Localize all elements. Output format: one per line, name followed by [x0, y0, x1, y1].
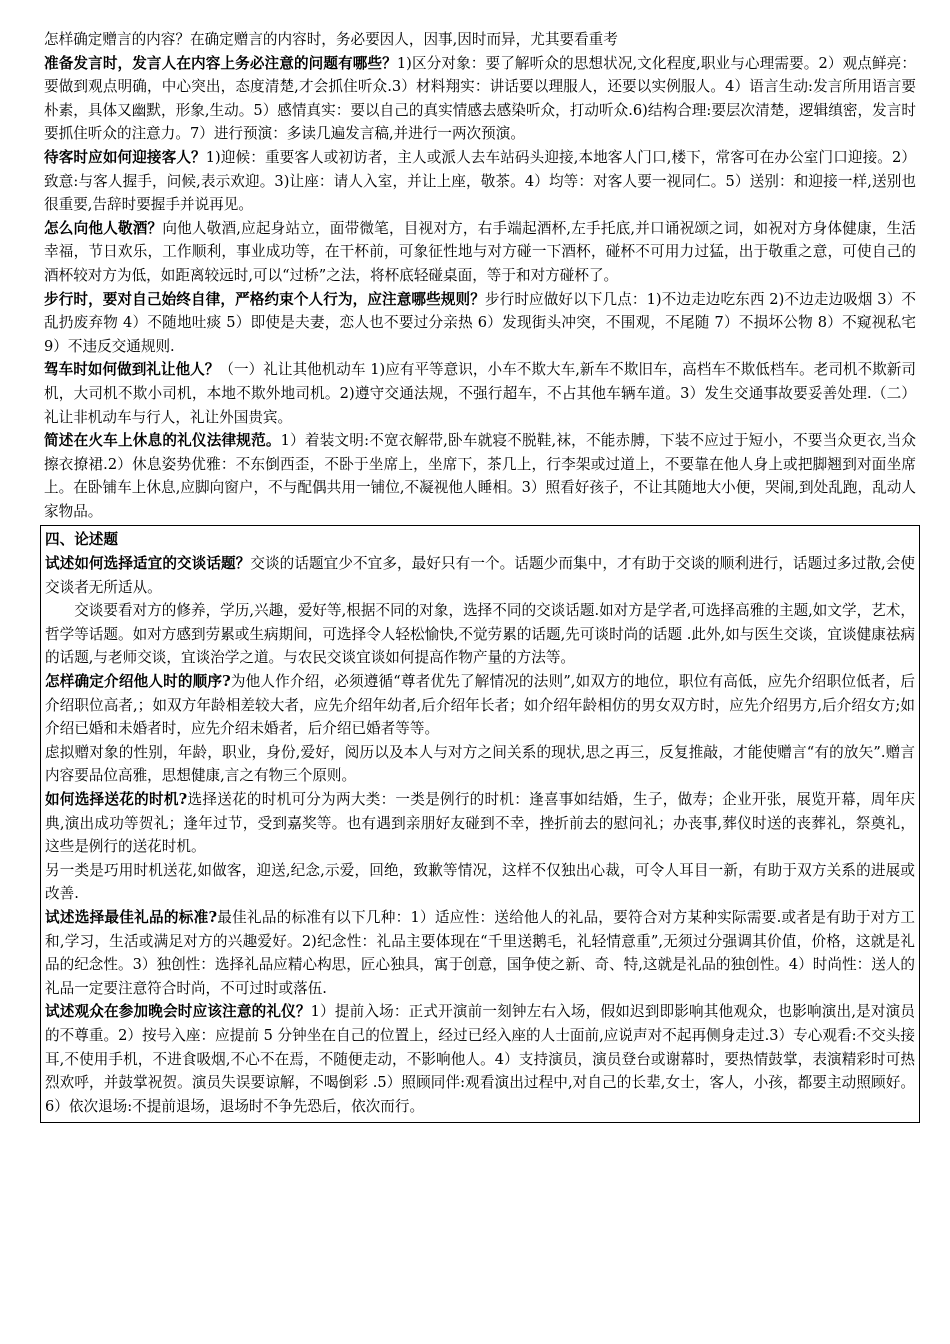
qa-paragraph: [44, 146, 916, 217]
qa-paragraph: [45, 670, 915, 741]
question-text: 准备发言时，发言人在内容上务必注意的问题有哪些？: [44, 54, 397, 72]
qa-paragraph: [44, 217, 916, 288]
section-title: 四、论述题: [45, 531, 118, 549]
essay-paragraphs: [45, 552, 915, 1118]
question-text: 怎样确定介绍他人时的顺序?: [45, 673, 231, 691]
question-text: 试述观众在参加晚会时应该注意的礼仪？: [45, 1003, 311, 1021]
answer-text: 1)区分对象：要了解听众的思想状况,文化程度,职业与心理需要。2）观点鲜亮：要做到观点明确，中心突出，态度清楚,才会抓住听众.3）材料翔实：讲话要以理服人，还要以实例服人。4）语言生动:发言所用语言要朴素，具体又幽默，形象,生动。5）感情真实：要以自己的真实情感去感染听众，打动听众.6)结构合理:要层次清楚，逻辑缜密，发言时要抓住听众的注意力。7）进行预演：多读几遍发言稿,并进行一两次预演。: [44, 54, 916, 143]
question-text: 驾车时如何做到礼让他人？: [44, 361, 220, 379]
question-text: 试述选择最佳礼品的标准?: [45, 908, 218, 926]
qa-paragraph: [45, 599, 915, 670]
question-text: 步行时，要对自己始终自律，严格约束个人行为，应注意哪些规则？: [44, 290, 485, 308]
question-text: 简述在火车上休息的礼仪法律规范。: [44, 432, 281, 450]
qa-paragraph: [44, 358, 916, 429]
qa-paragraph: [44, 52, 916, 146]
qa-paragraph: [45, 906, 915, 1000]
answer-text: 另一类是巧用时机送花,如做客，迎送,纪念,示爱，回绝，致歉等情况，这样不仅独出心裁，可令人耳目一新，有助于双方关系的进展或改善.: [45, 861, 915, 903]
qa-paragraph: [44, 288, 916, 359]
answer-text: 1）着装文明:不宽衣解带,卧车就寝不脱鞋,袜，不能赤膊，下装不应过于短小，不要当众更衣,当众擦衣撩裙.2）休息姿势优雅：不东倒西歪，不卧于坐席上，坐席下，茶几上，行李架或过道上，不要靠在他人身上或把脚翘到对面坐席上。在卧铺车上休息,应脚向窗户，不与配偶共用一铺位,不凝视他人睡相。3）照看好孩子，不让其随地大小便，哭闹,到处乱跑，乱动人家物品。: [44, 432, 916, 520]
answer-text: 步行时应做好以下几点：1)不边走边吃东西 2)不边走边吸烟 3）不乱扔废弃物 4）不随地吐痰 5）即使是夫妻，恋人也不要过分亲热 6）发现街头冲突，不围观，不尾随 7）不损坏公物 8）不窥视私宅 9）不违反交通规则.: [44, 290, 916, 355]
answer-text: 最佳礼品的标准有以下几种：1）适应性：送给他人的礼品，要符合对方某种实际需要.或者是有助于对方工和,学习，生活或满足对方的兴趣爱好。2)纪念性：礼品主要体现在“千里送鹅毛，礼轻情意重”,无须过分强调其价值，价格，这就是礼品的纪念性。3）独创性：选择礼品应精心构思，匠心独具，寓于创意，国争使之新、奇、特,这就是礼品的独创性。4）时尚性：送人的礼品一定要注意符合时尚，不可过时或落伍.: [45, 908, 915, 997]
essay-section-box: [40, 525, 920, 1123]
answer-text: （一）礼让其他机动车 1)应有平等意识，小车不欺大车,新车不欺旧车，高档车不欺低档车。老司机不欺新司机，大司机不欺小司机，本地不欺外地司机。2)遵守交通法规，不强行超车，不占其他车辆车道。3）发生交通事故要妥善处理.（二）礼让非机动车与行人，礼让外国贵宾。: [44, 361, 916, 426]
qa-paragraph: [45, 788, 915, 859]
qa-paragraph: [45, 552, 915, 599]
answer-text: 向他人敬酒,应起身站立，面带微笔，目视对方，右手端起酒杯,左手托底,并口诵祝颂之词，如祝对方身体健康，生活幸福，节日欢乐，工作顺利，事业成功等，在干杯前，可象征性地与对方碰一下酒杯，碰杯不可用力过猛，出于敬重之意，可使自己的酒杯较对方为低，如距离较远时,可以“过桥”之法，将杯底轻碰桌面，等于和对方碰杯了。: [44, 219, 916, 284]
qa-section-short-answer: [44, 28, 916, 523]
qa-paragraph: [44, 28, 916, 52]
question-text: 试述如何选择适宜的交谈话题？: [45, 555, 251, 573]
question-text: 怎么向他人敬酒？: [44, 219, 163, 237]
answer-text: 选择送花的时机可分为两大类：一类是例行的时机：逢喜事如结婚，生子，做寿；企业开张，展览开幕，周年庆典,演出成功等贺礼；逢年过节，受到嘉奖等。也有遇到亲朋好友碰到不幸，挫折前去的慰问礼；办丧事,葬仪时送的丧葬礼，祭奠礼，这些是例行的送花时机。: [45, 791, 915, 856]
answer-text: 为他人作介绍，必须遵循“尊者优先了解情况的法则”,如双方的地位，职位有高低，应先介绍职位低者，后介绍职位高者,；如双方年龄相差较大者，应先介绍年幼者,后介绍年长者；如介绍年龄相仿的男女双方时，应先介绍男方,后介绍女方;如介绍已婚和未婚者时，应先介绍未婚者，后介绍已婚者等等。: [45, 673, 915, 738]
answer-text: 交谈要看对方的修养，学历,兴趣，爱好等,根据不同的对象，选择不同的交谈话题.如对方是学者,可选择高雅的主题,如文学，艺术，哲学等话题。如对方感到劳累或生病期间，可选择令人轻松愉快,不觉劳累的话题,先可谈时尚的话题 .此外,如与医生交谈，宜谈健康祛病的话题,与老师交谈，宜谈治学之道。与农民交谈宜谈如何提高作物产量的方法等。: [45, 602, 915, 667]
question-text: 待客时应如何迎接客人？: [44, 148, 206, 166]
qa-paragraph: [45, 741, 915, 788]
answer-text: 1)迎候：重要客人或初访者，主人或派人去车站码头迎接,本地客人门口,楼下，常客可在办公室门口迎接。2）致意:与客人握手，问候,表示欢迎。3)让座：请人入室，并让上座，敬茶。4）均等：对客人要一视同仁。5）送别：和迎接一样,送别也很重要,告辞时要握手并说再见。: [44, 148, 916, 214]
answer-text: 虑拟赠对象的性别，年龄，职业，身份,爱好，阅历以及本人与对方之间关系的现状,思之再三，反复推敲，才能使赠言“有的放矢”.赠言内容要品位高雅，思想健康,言之有物三个原则。: [45, 743, 915, 785]
question-text: 如何选择送花的时机?: [45, 791, 188, 808]
answer-text: 怎样确定赠言的内容？在确定赠言的内容时，务必要因人，因事,因时而异，尤其要看重考: [44, 31, 618, 48]
answer-text: 交谈的话题宜少不宜多，最好只有一个。话题少而集中，才有助于交谈的顺利进行，话题过多过散,会使交谈者无所适从。: [45, 555, 915, 596]
document-body: [44, 28, 916, 1123]
qa-paragraph: [45, 1000, 915, 1118]
qa-paragraph: [44, 429, 916, 523]
answer-text: 1）提前入场：正式开演前一刻钟左右入场，假如迟到即影响其他观众，也影响演出,是对演员的不尊重。2）按号入座：应提前 5 分钟坐在自己的位置上，经过已经入座的人士面前,应说声对不起再侧身走过.3）专心观看:不交头接耳,不使用手机，不进食吸烟,不心不在焉，不随便走动，不影响他人。4）支持演员，演员登台或谢幕时，要热情鼓掌，表演精彩时可热烈欢呼，并鼓掌祝贺。演员失误要谅解，不喝倒彩 .5）照顾同伴:观看演出过程中,对自己的长辈,女士，客人，小孩，都要主动照顾好。6）依次退场:不提前退场，退场时不争先恐后，依次而行。: [45, 1003, 915, 1115]
qa-paragraph: [45, 859, 915, 906]
